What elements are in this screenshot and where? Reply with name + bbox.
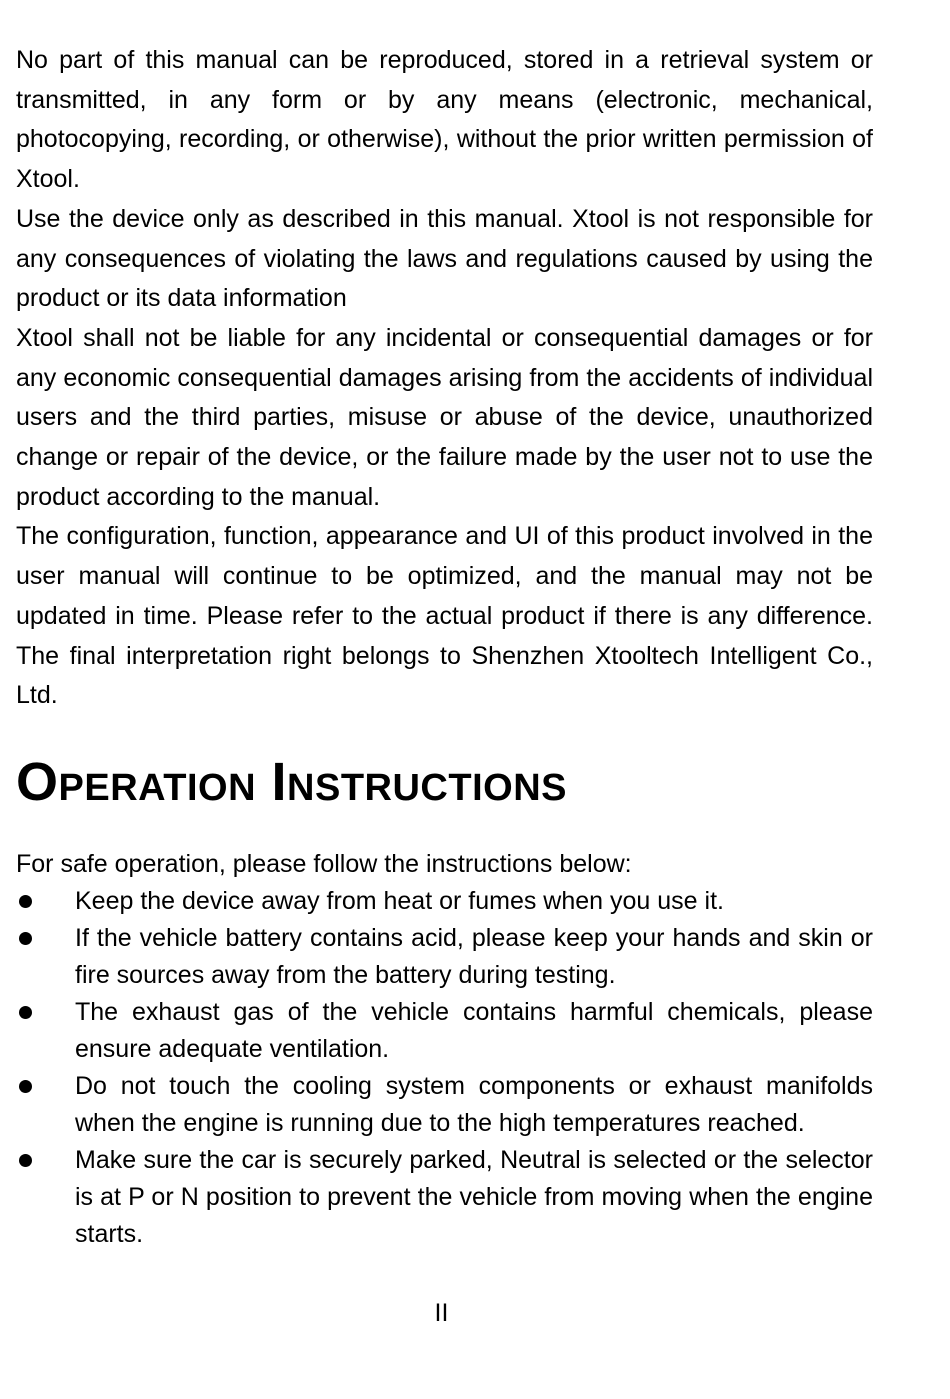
list-item [16, 920, 873, 994]
copyright-paragraph: No part of this manual can be reproduced, stored in a retrieval system or transmitted, in any form or by any means (electronic, mechanical, photocopying, recording, or otherwise), without the prior written permission of Xtool. [16, 46, 873, 194]
bullet-icon [19, 1006, 32, 1019]
page-number: II [434, 1299, 449, 1327]
section-intro: For safe operation, please follow the instructions below: [16, 849, 632, 878]
instructions-list [16, 883, 873, 1253]
usage-paragraph: Use the device only as described in this manual. Xtool is not responsible for any consequences of violating the laws and regulations caused by using the product or its data information [16, 204, 873, 313]
liability-paragraph: Xtool shall not be liable for any incidental or consequential damages or for any economic consequential damages arising from the accidents of individual users and the third parties, misuse or abuse of the device, unauthorized change or repair of the device, or the failure made by the user not to use the product according to the manual. [16, 323, 873, 511]
list-item [16, 883, 873, 920]
bullet-icon [19, 895, 32, 908]
list-item [16, 994, 873, 1068]
list-item-text: Keep the device away from heat or fumes when you use it. [75, 886, 724, 915]
manual-page [16, 41, 873, 1253]
bullet-icon [19, 932, 32, 945]
bullet-icon [19, 1154, 32, 1167]
list-item [16, 1068, 873, 1142]
list-item-text: Make sure the car is securely parked, Neutral is selected or the selector is at P or N position to prevent the vehicle from moving when the engine starts. [75, 1145, 873, 1248]
section-heading: Operation Instructions [16, 751, 567, 812]
list-item [16, 1142, 873, 1253]
list-item-text: The exhaust gas of the vehicle contains harmful chemicals, please ensure adequate ventilation. [75, 997, 873, 1063]
list-item-text: Do not touch the cooling system components or exhaust manifolds when the engine is running due to the high temperatures reached. [75, 1071, 873, 1137]
list-item-text: If the vehicle battery contains acid, please keep your hands and skin or fire sources away from the battery during testing. [75, 923, 873, 989]
bullet-icon [19, 1080, 32, 1093]
configuration-paragraph: The configuration, function, appearance and UI of this product involved in the user manual will continue to be optimized, and the manual may not be updated in time. Please refer to the actual product if there is any difference. The final interpretation right belongs to Shenzhen Xtooltech Intelligent Co., Ltd. [16, 522, 873, 710]
